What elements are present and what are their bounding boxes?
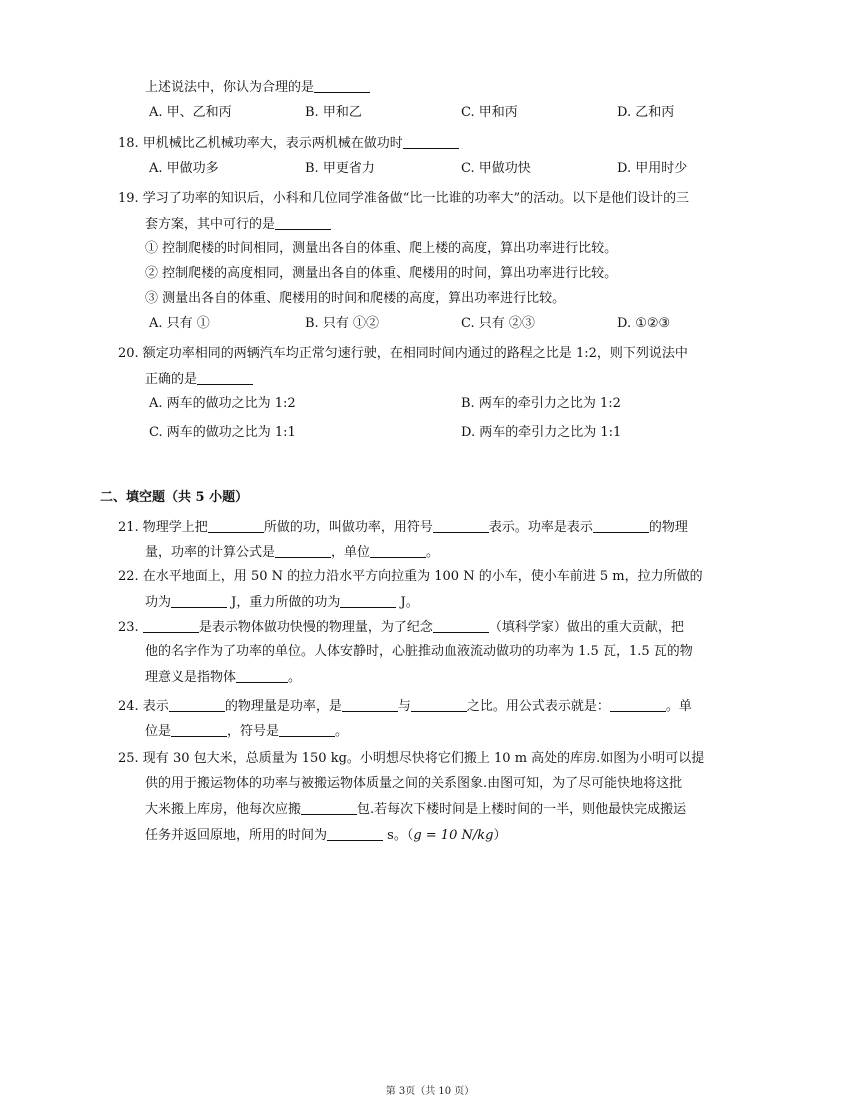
answer-blank <box>340 593 396 608</box>
q20-option-a: A. 两车的做功之比为 1:2 <box>149 396 296 411</box>
q17-stem: 上述说法中，你认为合理的是 <box>145 78 370 97</box>
q23-line1: 23. 是表示物体做功快慢的物理量，为了纪念 （填科学家）做出的重大贡献，把 <box>118 620 684 635</box>
gravity-formula: g = 10 N/kg <box>413 828 494 843</box>
q20-option-c: C. 两车的做功之比为 1:1 <box>149 425 296 440</box>
answer-blank <box>171 722 227 737</box>
answer-blank <box>275 215 331 230</box>
q18-option-b: B. 甲更省力 <box>305 161 375 176</box>
answer-blank <box>279 722 335 737</box>
answer-blank <box>275 543 331 558</box>
q17-option-c: C. 甲和丙 <box>461 105 518 120</box>
answer-blank <box>236 668 288 683</box>
q19-option-c: C. 只有 ②③ <box>461 316 535 331</box>
q25-line4: 任务并返回原地，所用的时间为 s。（g = 10 N/kg） <box>145 828 507 843</box>
q25-line2: 供的用于搬运物体的功率与被搬运物体质量之间的关系图象.由图可知，为了尽可能快地将这批 <box>145 776 683 791</box>
q19-option-a: A. 只有 ① <box>149 316 210 331</box>
q20-stem-line1: 20. 额定功率相同的两辆汽车均正常匀速行驶，在相同时间内通过的路程之比是 1:2，则下列说法中 <box>118 346 688 361</box>
q24-line1: 24. 表示 的物理量是功率，是 与 之比。用公式表示就是： 。单 <box>118 699 692 714</box>
q20-option-d: D. 两车的牵引力之比为 1:1 <box>461 425 622 440</box>
answer-blank <box>342 697 398 712</box>
answer-blank <box>197 370 253 385</box>
answer-blank <box>301 800 357 815</box>
q18-stem: 18. 甲机械比乙机械功率大，表示两机械在做功时 <box>118 134 459 153</box>
q22-line1: 22. 在水平地面上，用 50 N 的拉力沿水平方向拉重为 100 N 的小车，使小车前进 5 m，拉力所做的 <box>118 569 703 584</box>
q19-stem-line1: 19. 学习了功率的知识后，小科和几位同学准备做“比一比谁的功率大”的活动。以下是他们设计的三 <box>118 191 690 206</box>
q18-option-a: A. 甲做功多 <box>149 161 219 176</box>
q24-line2: 位是 ，符号是 。 <box>145 724 349 739</box>
answer-blank <box>171 593 227 608</box>
q20-option-b: B. 两车的牵引力之比为 1:2 <box>461 396 621 411</box>
q19-plan-3: ③ 测量出各自的体重、爬楼用的时间和爬楼的高度，算出功率进行比较。 <box>145 291 566 306</box>
answer-blank <box>169 697 225 712</box>
q22-line2: 功为 J，重力所做的功为 J。 <box>145 595 419 610</box>
answer-blank <box>370 543 426 558</box>
answer-blank <box>433 518 489 533</box>
q17-option-a: A. 甲、乙和丙 <box>149 105 232 120</box>
page-footer: 第 3页（共 10 页） <box>385 1086 475 1097</box>
q17-option-b: B. 甲和乙 <box>305 105 362 120</box>
answer-blank <box>433 618 489 633</box>
section-title: 二、填空题（共 5 小题） <box>100 490 249 505</box>
q25-line1: 25. 现有 30 包大米，总质量为 150 kg。小明想尽快将它们搬上 10 m 高处的库房.如图为小明可以提 <box>118 751 705 766</box>
q19-option-b: B. 只有 ①② <box>305 316 379 331</box>
q25-line3: 大米搬上库房，他每次应搬 包.若每次下楼时间是上楼时间的一半，则他最快完成搬运 <box>145 802 687 817</box>
answer-blank <box>610 697 666 712</box>
q18-option-d: D. 甲用时少 <box>617 161 688 176</box>
q23-line2: 他的名字作为了功率的单位。人体安静时，心脏推动血液流动做功的功率为 1.5 瓦，1.5 瓦的物 <box>145 644 693 659</box>
answer-blank <box>403 134 459 149</box>
q23-line3: 理意义是指物体 。 <box>145 670 302 685</box>
answer-blank <box>411 697 467 712</box>
q21-line2: 量，功率的计算公式是 ，单位 。 <box>145 545 440 560</box>
q18-option-c: C. 甲做功快 <box>461 161 531 176</box>
answer-blank <box>143 618 199 633</box>
q19-option-d: D. ①②③ <box>617 316 671 331</box>
q20-stem-line2: 正确的是 <box>145 370 253 389</box>
q21-line1: 21. 物理学上把 所做的功，叫做功率，用符号 表示。功率是表示 的物理 <box>118 520 688 535</box>
answer-blank <box>593 518 649 533</box>
answer-blank <box>314 78 370 93</box>
answer-blank <box>208 518 264 533</box>
q19-plan-2: ② 控制爬楼的高度相同，测量出各自的体重、爬楼用的时间，算出功率进行比较。 <box>145 266 618 281</box>
q19-plan-1: ① 控制爬楼的时间相同，测量出各自的体重、爬上楼的高度，算出功率进行比较。 <box>145 241 618 256</box>
q17-option-d: D. 乙和丙 <box>617 105 675 120</box>
answer-blank <box>327 826 383 841</box>
q19-stem-line2: 套方案，其中可行的是 <box>145 215 331 234</box>
